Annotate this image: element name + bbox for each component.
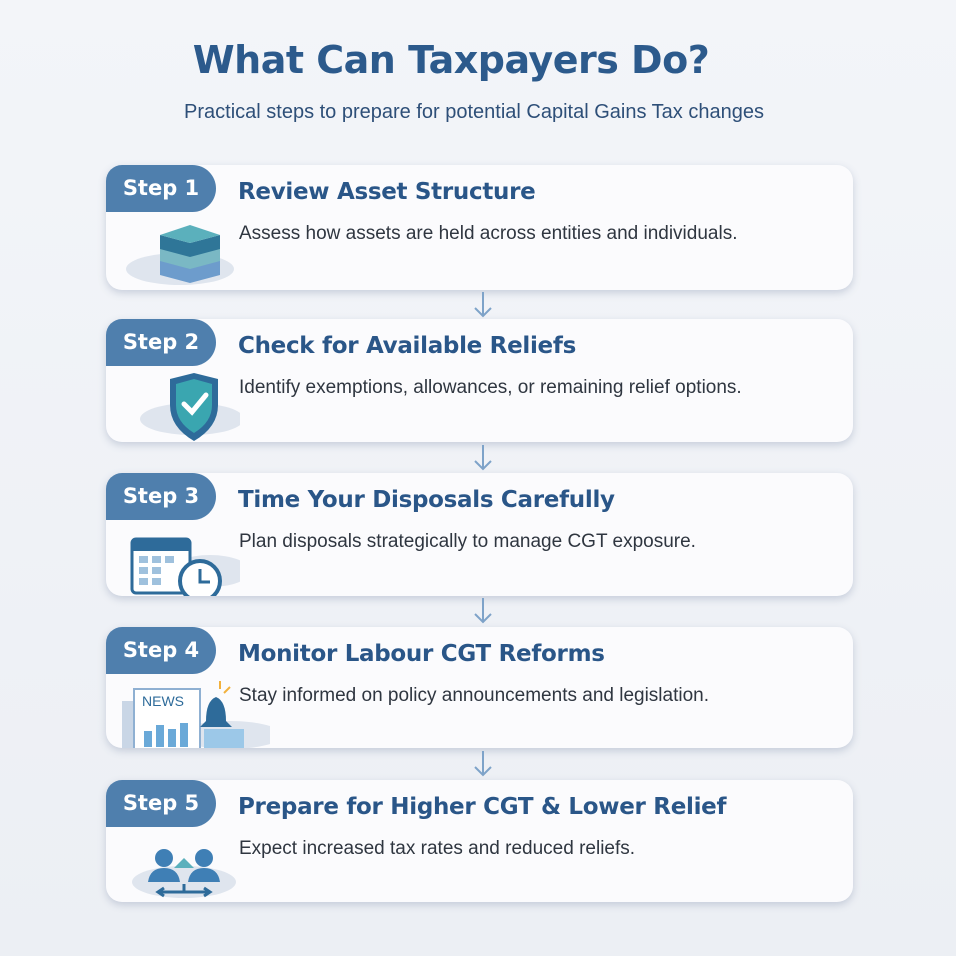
step-badge: Step 1 <box>106 165 216 212</box>
step-card-2 <box>106 319 853 442</box>
layers-stack-icon <box>120 217 240 289</box>
step-card-3 <box>106 473 853 596</box>
step-description: Plan disposals strategically to manage CGT exposure. <box>239 531 696 552</box>
shield-check-icon <box>120 371 240 442</box>
page-title: What Can Taxpayers Do? <box>192 38 710 82</box>
news-label: NEWS <box>142 693 184 709</box>
step-badge: Step 2 <box>106 319 216 366</box>
step-card-4 <box>106 627 853 748</box>
step-title: Review Asset Structure <box>238 179 536 205</box>
arrow-down-icon <box>473 292 493 318</box>
step-badge: Step 4 <box>106 627 216 674</box>
arrow-down-icon <box>473 751 493 777</box>
step-description: Assess how assets are held across entities and individuals. <box>239 223 738 244</box>
arrow-down-icon <box>473 598 493 624</box>
step-title: Check for Available Reliefs <box>238 333 576 359</box>
page-subtitle: Practical steps to prepare for potential Capital Gains Tax changes <box>184 101 764 123</box>
news-bell-icon <box>120 679 240 748</box>
step-description: Stay informed on policy announcements and legislation. <box>239 685 710 706</box>
step-description: Expect increased tax rates and reduced reliefs. <box>239 838 636 859</box>
step-title: Time Your Disposals Carefully <box>238 487 615 513</box>
step-title: Prepare for Higher CGT & Lower Relief <box>238 794 727 820</box>
people-balance-icon <box>120 832 240 902</box>
step-title: Monitor Labour CGT Reforms <box>238 641 605 667</box>
calendar-clock-icon <box>120 525 240 596</box>
arrow-down-icon <box>473 445 493 471</box>
step-description: Identify exemptions, allowances, or remaining relief options. <box>239 377 742 398</box>
step-card-5 <box>106 780 853 902</box>
step-badge: Step 3 <box>106 473 216 520</box>
step-badge: Step 5 <box>106 780 216 827</box>
step-card-1 <box>106 165 853 290</box>
